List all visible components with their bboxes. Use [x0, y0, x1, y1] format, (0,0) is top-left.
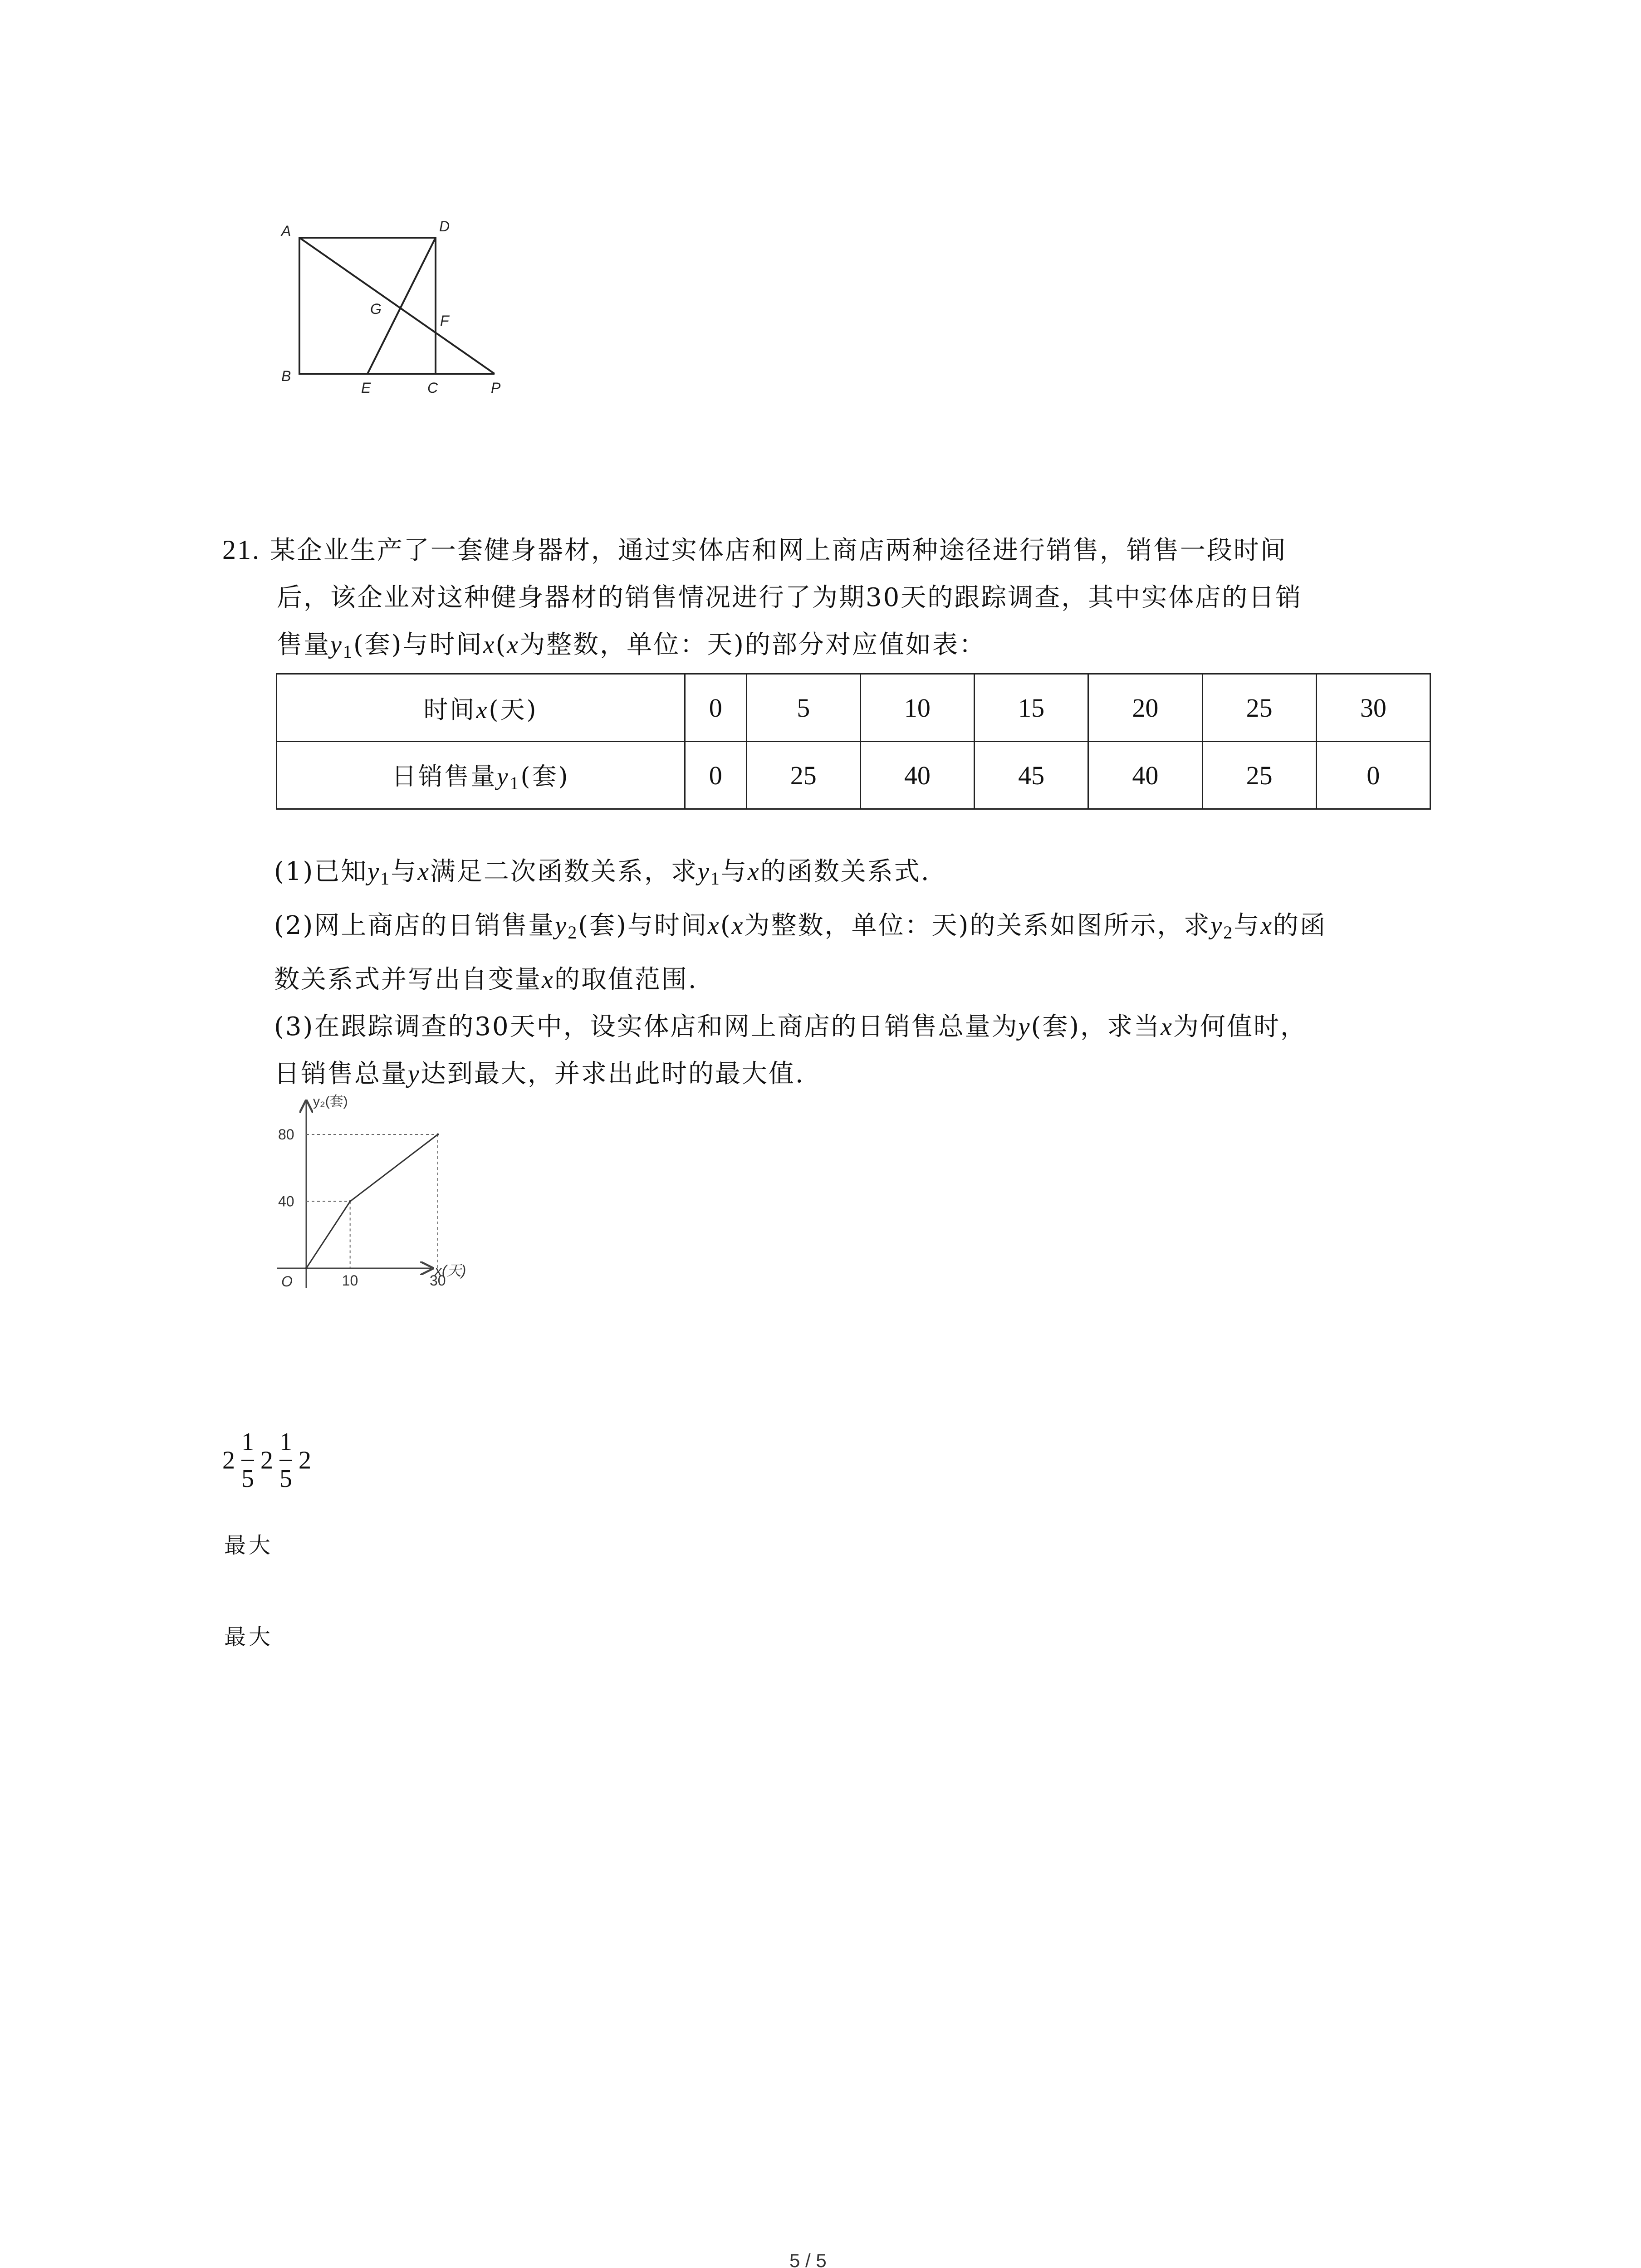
fraction: $\frac{1}{5}$: [279, 1424, 292, 1496]
label-p: P: [491, 380, 501, 395]
part-1: (1)已知$y_1$与x满足二次函数关系，求$y_1$与x的函数关系式.: [274, 857, 931, 889]
table-cell: 25: [746, 742, 860, 809]
table-cell: 20: [1088, 674, 1202, 742]
table-cell: 25: [1202, 742, 1316, 809]
origin-label: O: [281, 1273, 293, 1290]
table-cell: 10: [860, 674, 974, 742]
sales-table: [276, 673, 1431, 810]
intro-line-3: 售量$y_1$(套)与时间x(x为整数，单位：天)的部分对应值如表：: [277, 630, 986, 662]
table-cell: 45: [975, 742, 1088, 809]
y-axis-label: y₂(套): [313, 1094, 348, 1109]
sub-questions: [274, 848, 1454, 1098]
geometry-figure: [268, 213, 522, 395]
header-sales: 日销售量$y_1$(套): [277, 742, 685, 809]
max-label-2: 最大: [224, 1624, 274, 1650]
table-row-sales: [277, 742, 1430, 809]
page-number: 5 / 5: [789, 2250, 827, 2268]
table-cell: 0: [685, 742, 747, 809]
table-cell: 40: [1088, 742, 1202, 809]
data-point: [437, 1134, 439, 1136]
label-f: F: [440, 313, 449, 329]
label-d: D: [439, 218, 450, 235]
max-label-1: 最大: [224, 1533, 274, 1558]
x-axis-label: x(天): [435, 1262, 466, 1279]
frac-int: 2: [222, 1446, 235, 1475]
x-tick-label: 30: [430, 1272, 446, 1289]
question-number: 21.: [222, 535, 260, 565]
series-line: [306, 1134, 438, 1268]
label-b: B: [281, 368, 291, 384]
table-cell: 25: [1202, 674, 1316, 742]
table-cell: 40: [860, 742, 974, 809]
frac-int: 2: [299, 1446, 311, 1475]
table-cell: 0: [1316, 742, 1430, 809]
y-tick-label: 40: [278, 1193, 294, 1210]
header-time: 时间x(天): [277, 674, 685, 742]
frac-int: 2: [260, 1446, 273, 1475]
part-3-line-2: 日销售总量y达到最大，并求出此时的最大值.: [274, 1059, 805, 1089]
square-abcd: [299, 238, 436, 374]
y2-chart: [259, 1089, 495, 1297]
part-2: (2)网上商店的日销售量$y_2$(套)与时间x(x为整数，单位：天)的关系如图所示，求$y_2$与x的函: [274, 911, 1327, 943]
intro-line-2: 后，该企业对这种健身器材的销售情况进行了为期30天的跟踪调查，其中实体店的日销: [277, 583, 1303, 612]
table-cell: 0: [685, 674, 747, 742]
data-point: [305, 1267, 308, 1270]
table-row-time: [277, 674, 1430, 742]
question-intro: [222, 526, 1447, 675]
table-cell: 5: [746, 674, 860, 742]
intro-line-1: 21. 某企业生产了一套健身器材，通过实体店和网上商店两种途径进行销售，销售一段时间: [222, 535, 1287, 565]
table-cell: 15: [975, 674, 1088, 742]
label-e: E: [361, 380, 371, 395]
fraction: $\frac{1}{5}$: [241, 1424, 254, 1496]
answer-fraction-line: [222, 1424, 311, 1496]
label-g: G: [370, 301, 382, 317]
part-3: (3)在跟踪调查的30天中，设实体店和网上商店的日销售总量为y(套)，求当x为何值时，: [274, 1012, 1308, 1041]
label-a: A: [281, 223, 291, 239]
part-2-line-2: 数关系式并写出自变量x的取值范围.: [274, 965, 698, 994]
label-c: C: [427, 380, 438, 395]
table-cell: 30: [1316, 674, 1430, 742]
line-ap: [299, 238, 495, 374]
data-point: [349, 1200, 351, 1202]
y-tick-label: 80: [278, 1126, 294, 1143]
x-tick-label: 10: [342, 1272, 358, 1289]
